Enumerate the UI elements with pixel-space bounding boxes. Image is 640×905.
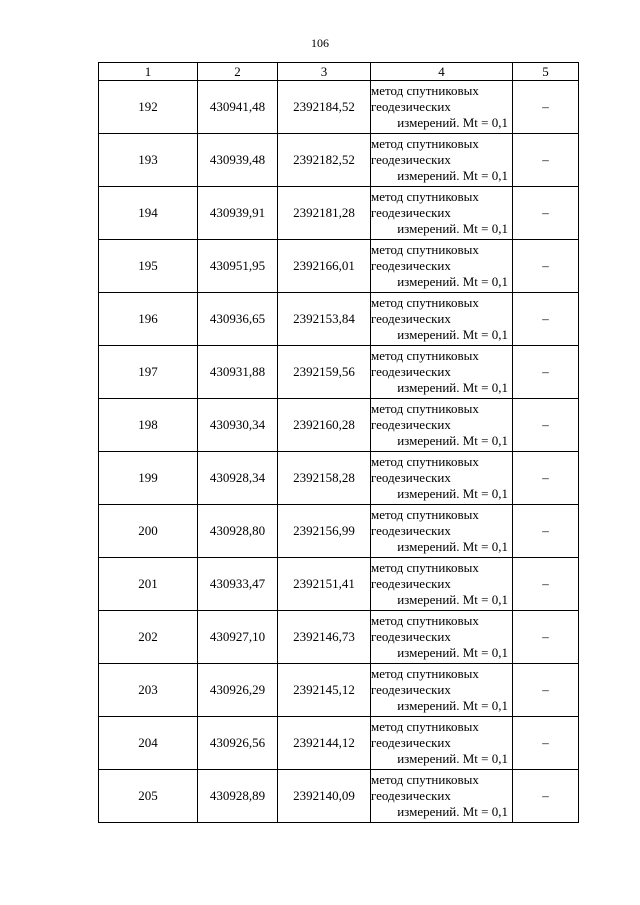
table-row xyxy=(99,611,579,664)
note-cell: – xyxy=(513,452,579,505)
method-line: метод спутниковых xyxy=(371,295,479,310)
y-coordinate-cell: 2392145,12 xyxy=(278,664,371,717)
table-row xyxy=(99,187,579,240)
y-coordinate-cell: 2392156,99 xyxy=(278,505,371,558)
method-cell xyxy=(371,611,513,664)
method-cell xyxy=(371,452,513,505)
note-cell: – xyxy=(513,611,579,664)
method-line: измерений. Mt = 0,1 xyxy=(397,751,508,766)
method-line: метод спутниковых xyxy=(371,454,479,469)
method-line: геодезических xyxy=(371,364,451,379)
method-line: измерений. Mt = 0,1 xyxy=(397,327,508,342)
method-line: метод спутниковых xyxy=(371,613,479,628)
method-line: геодезических xyxy=(371,99,451,114)
y-coordinate-cell: 2392153,84 xyxy=(278,293,371,346)
method-cell xyxy=(371,558,513,611)
table-header-row xyxy=(99,63,579,81)
note-cell: – xyxy=(513,558,579,611)
column-header-3: 3 xyxy=(278,63,371,81)
x-coordinate-cell: 430928,89 xyxy=(198,770,278,823)
y-coordinate-cell: 2392182,52 xyxy=(278,134,371,187)
method-cell xyxy=(371,134,513,187)
table-row xyxy=(99,240,579,293)
method-line: измерений. Mt = 0,1 xyxy=(397,804,508,819)
y-coordinate-cell: 2392151,41 xyxy=(278,558,371,611)
point-number-cell: 200 xyxy=(99,505,198,558)
method-line: геодезических xyxy=(371,417,451,432)
method-line: измерений. Mt = 0,1 xyxy=(397,698,508,713)
point-number-cell: 198 xyxy=(99,399,198,452)
method-line: метод спутниковых xyxy=(371,136,479,151)
point-number-cell: 193 xyxy=(99,134,198,187)
point-number-cell: 196 xyxy=(99,293,198,346)
method-line: геодезических xyxy=(371,470,451,485)
table-row xyxy=(99,770,579,823)
method-line: метод спутниковых xyxy=(371,242,479,257)
table-row xyxy=(99,134,579,187)
method-cell xyxy=(371,187,513,240)
method-line: метод спутниковых xyxy=(371,772,479,787)
method-line: геодезических xyxy=(371,735,451,750)
method-line: измерений. Mt = 0,1 xyxy=(397,433,508,448)
method-cell xyxy=(371,717,513,770)
method-line: измерений. Mt = 0,1 xyxy=(397,380,508,395)
method-line: измерений. Mt = 0,1 xyxy=(397,486,508,501)
x-coordinate-cell: 430926,29 xyxy=(198,664,278,717)
method-line: измерений. Mt = 0,1 xyxy=(397,274,508,289)
note-cell: – xyxy=(513,770,579,823)
x-coordinate-cell: 430933,47 xyxy=(198,558,278,611)
method-line: метод спутниковых xyxy=(371,348,479,363)
table-row xyxy=(99,81,579,134)
method-line: метод спутниковых xyxy=(371,507,479,522)
note-cell: – xyxy=(513,505,579,558)
y-coordinate-cell: 2392144,12 xyxy=(278,717,371,770)
table-row xyxy=(99,346,579,399)
x-coordinate-cell: 430928,80 xyxy=(198,505,278,558)
method-cell xyxy=(371,81,513,134)
x-coordinate-cell: 430939,48 xyxy=(198,134,278,187)
x-coordinate-cell: 430936,65 xyxy=(198,293,278,346)
method-cell xyxy=(371,664,513,717)
method-line: измерений. Mt = 0,1 xyxy=(397,115,508,130)
point-number-cell: 192 xyxy=(99,81,198,134)
method-line: геодезических xyxy=(371,258,451,273)
note-cell: – xyxy=(513,346,579,399)
point-number-cell: 204 xyxy=(99,717,198,770)
method-line: геодезических xyxy=(371,152,451,167)
note-cell: – xyxy=(513,134,579,187)
method-line: геодезических xyxy=(371,788,451,803)
coordinates-table xyxy=(98,62,579,823)
y-coordinate-cell: 2392181,28 xyxy=(278,187,371,240)
method-line: измерений. Mt = 0,1 xyxy=(397,592,508,607)
method-cell xyxy=(371,346,513,399)
point-number-cell: 195 xyxy=(99,240,198,293)
method-cell xyxy=(371,770,513,823)
note-cell: – xyxy=(513,81,579,134)
note-cell: – xyxy=(513,664,579,717)
method-cell xyxy=(371,505,513,558)
column-header-1: 1 xyxy=(99,63,198,81)
table-row xyxy=(99,717,579,770)
method-line: метод спутниковых xyxy=(371,719,479,734)
method-line: геодезических xyxy=(371,629,451,644)
x-coordinate-cell: 430941,48 xyxy=(198,81,278,134)
y-coordinate-cell: 2392166,01 xyxy=(278,240,371,293)
table-row xyxy=(99,452,579,505)
note-cell: – xyxy=(513,187,579,240)
point-number-cell: 201 xyxy=(99,558,198,611)
method-line: геодезических xyxy=(371,682,451,697)
point-number-cell: 199 xyxy=(99,452,198,505)
note-cell: – xyxy=(513,293,579,346)
y-coordinate-cell: 2392159,56 xyxy=(278,346,371,399)
note-cell: – xyxy=(513,240,579,293)
column-header-4: 4 xyxy=(371,63,513,81)
table-row xyxy=(99,293,579,346)
x-coordinate-cell: 430927,10 xyxy=(198,611,278,664)
method-line: метод спутниковых xyxy=(371,401,479,416)
x-coordinate-cell: 430930,34 xyxy=(198,399,278,452)
x-coordinate-cell: 430926,56 xyxy=(198,717,278,770)
x-coordinate-cell: 430931,88 xyxy=(198,346,278,399)
method-line: геодезических xyxy=(371,576,451,591)
point-number-cell: 202 xyxy=(99,611,198,664)
point-number-cell: 197 xyxy=(99,346,198,399)
method-cell xyxy=(371,293,513,346)
x-coordinate-cell: 430951,95 xyxy=(198,240,278,293)
note-cell: – xyxy=(513,717,579,770)
method-line: измерений. Mt = 0,1 xyxy=(397,645,508,660)
method-line: измерений. Mt = 0,1 xyxy=(397,168,508,183)
table-row xyxy=(99,505,579,558)
method-line: измерений. Mt = 0,1 xyxy=(397,221,508,236)
point-number-cell: 203 xyxy=(99,664,198,717)
table-row xyxy=(99,664,579,717)
method-cell xyxy=(371,399,513,452)
y-coordinate-cell: 2392158,28 xyxy=(278,452,371,505)
point-number-cell: 194 xyxy=(99,187,198,240)
y-coordinate-cell: 2392146,73 xyxy=(278,611,371,664)
method-line: геодезических xyxy=(371,311,451,326)
table-body xyxy=(99,81,579,823)
method-line: метод спутниковых xyxy=(371,666,479,681)
y-coordinate-cell: 2392160,28 xyxy=(278,399,371,452)
page-number: 106 xyxy=(311,36,329,50)
method-line: метод спутниковых xyxy=(371,560,479,575)
note-cell: – xyxy=(513,399,579,452)
method-line: геодезических xyxy=(371,205,451,220)
point-number-cell: 205 xyxy=(99,770,198,823)
method-line: метод спутниковых xyxy=(371,189,479,204)
x-coordinate-cell: 430939,91 xyxy=(198,187,278,240)
method-line: геодезических xyxy=(371,523,451,538)
y-coordinate-cell: 2392184,52 xyxy=(278,81,371,134)
y-coordinate-cell: 2392140,09 xyxy=(278,770,371,823)
table-row xyxy=(99,399,579,452)
method-line: измерений. Mt = 0,1 xyxy=(397,539,508,554)
column-header-2: 2 xyxy=(198,63,278,81)
column-header-5: 5 xyxy=(513,63,579,81)
table-row xyxy=(99,558,579,611)
method-line: метод спутниковых xyxy=(371,83,479,98)
x-coordinate-cell: 430928,34 xyxy=(198,452,278,505)
method-cell xyxy=(371,240,513,293)
